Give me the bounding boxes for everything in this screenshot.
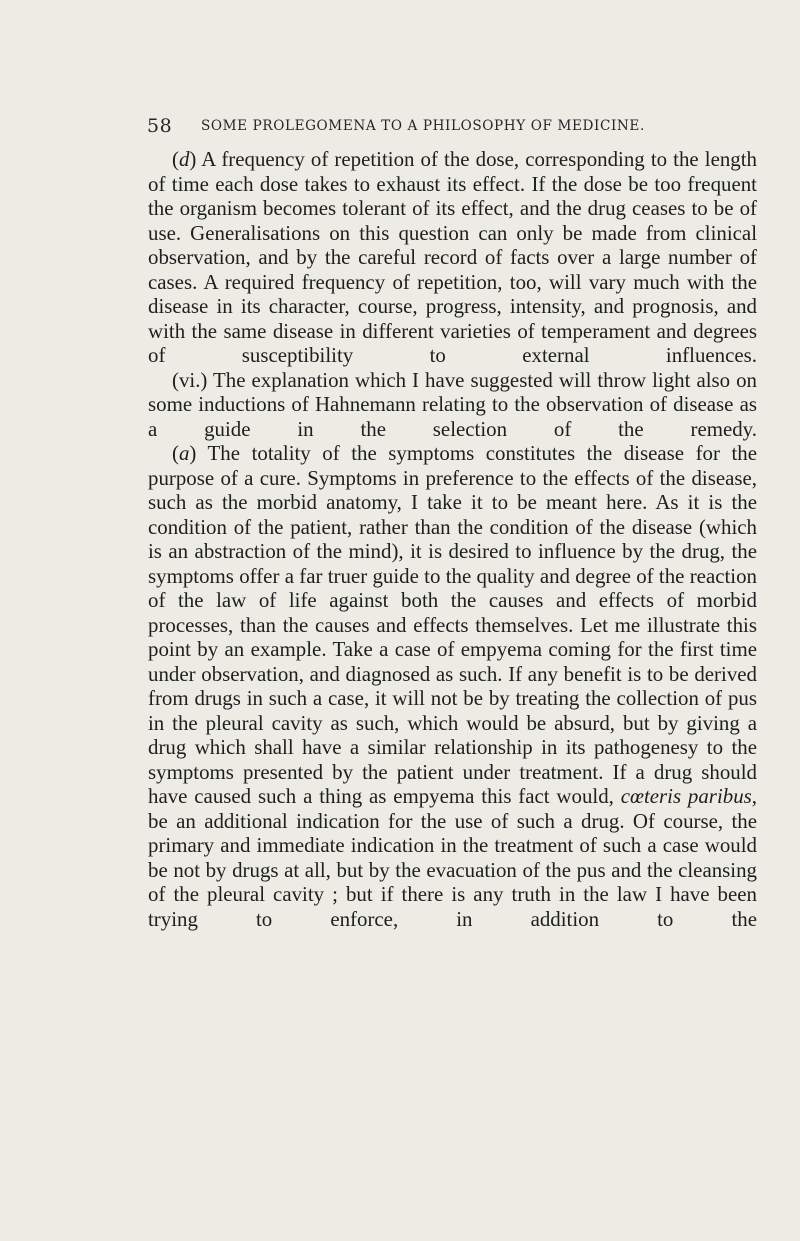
paragraph-d-frequency: (d) A frequency of repetition of the dose, corresponding to the length of time each dose takes to exhaust its effect. If the dose be too frequent the organism becomes tolerant of its effect, and the drug ceases to be of use. Generalisations on this question can only be made from clinical observation, and by the careful record of facts over a large number of cases. A required frequency of repetition, too, will vary much with the disease in its character, course, progress, intensity, and prognosis, and with the same disease in different varieties of temperament and degrees of susceptibility to external influences. [148, 147, 757, 367]
running-title: SOME PROLEGOMENA TO A PHILOSOPHY OF MEDICINE. [201, 118, 645, 134]
paragraph-vi-explanation: (vi.) The explanation which I have suggested will throw light also on some inductions of Hahnemann relating to the observation of disease as a guide in the selection of the remedy. [148, 367, 757, 441]
page-header [147, 115, 767, 137]
italic-letter-d: d [178, 147, 190, 171]
page-number: 58 [147, 115, 173, 137]
paragraph-a-totality: (a) The totality of the symptoms constitutes the disease for the purpose of a cure. Symptoms in preference to the effects of the disease, such as the morbid anatomy, I take it to be meant here. As it is the condition of the patient, rather than the condition of the disease (which is an abstraction of the mind), it is desired to influence by the drug, the symptoms offer a far truer guide to the quality and degree of the reaction of the law of life against both the causes and effects of morbid processes, than the causes and effects themselves. Let me illustrate this point by an example. Take a case of empyema coming for the first time under observation, and diagnosed as such. If any benefit is to be derived from drugs in such a case, it will not be by treating the collection of pus in the pleural cavity as such, which would be absurd, but by giving a drug which shall have a similar relationship in its pathogenesy to the symptoms presented by the patient under treatment. If a drug should have caused such a thing as empyema this fact would, cœteris paribus, be an additional indication for the use of such a drug. Of course, the primary and immediate indication in the treatment of such a case would be not by drugs at all, but by the evacuation of the pus and the cleansing of the pleural cavity ; but if there is any truth in the law I have been trying to enforce, in addition to the [148, 441, 757, 931]
italic-phrase-caeteris-paribus: cœteris paribus [620, 784, 752, 808]
body-text [148, 147, 757, 931]
italic-letter-a: a [178, 441, 190, 465]
